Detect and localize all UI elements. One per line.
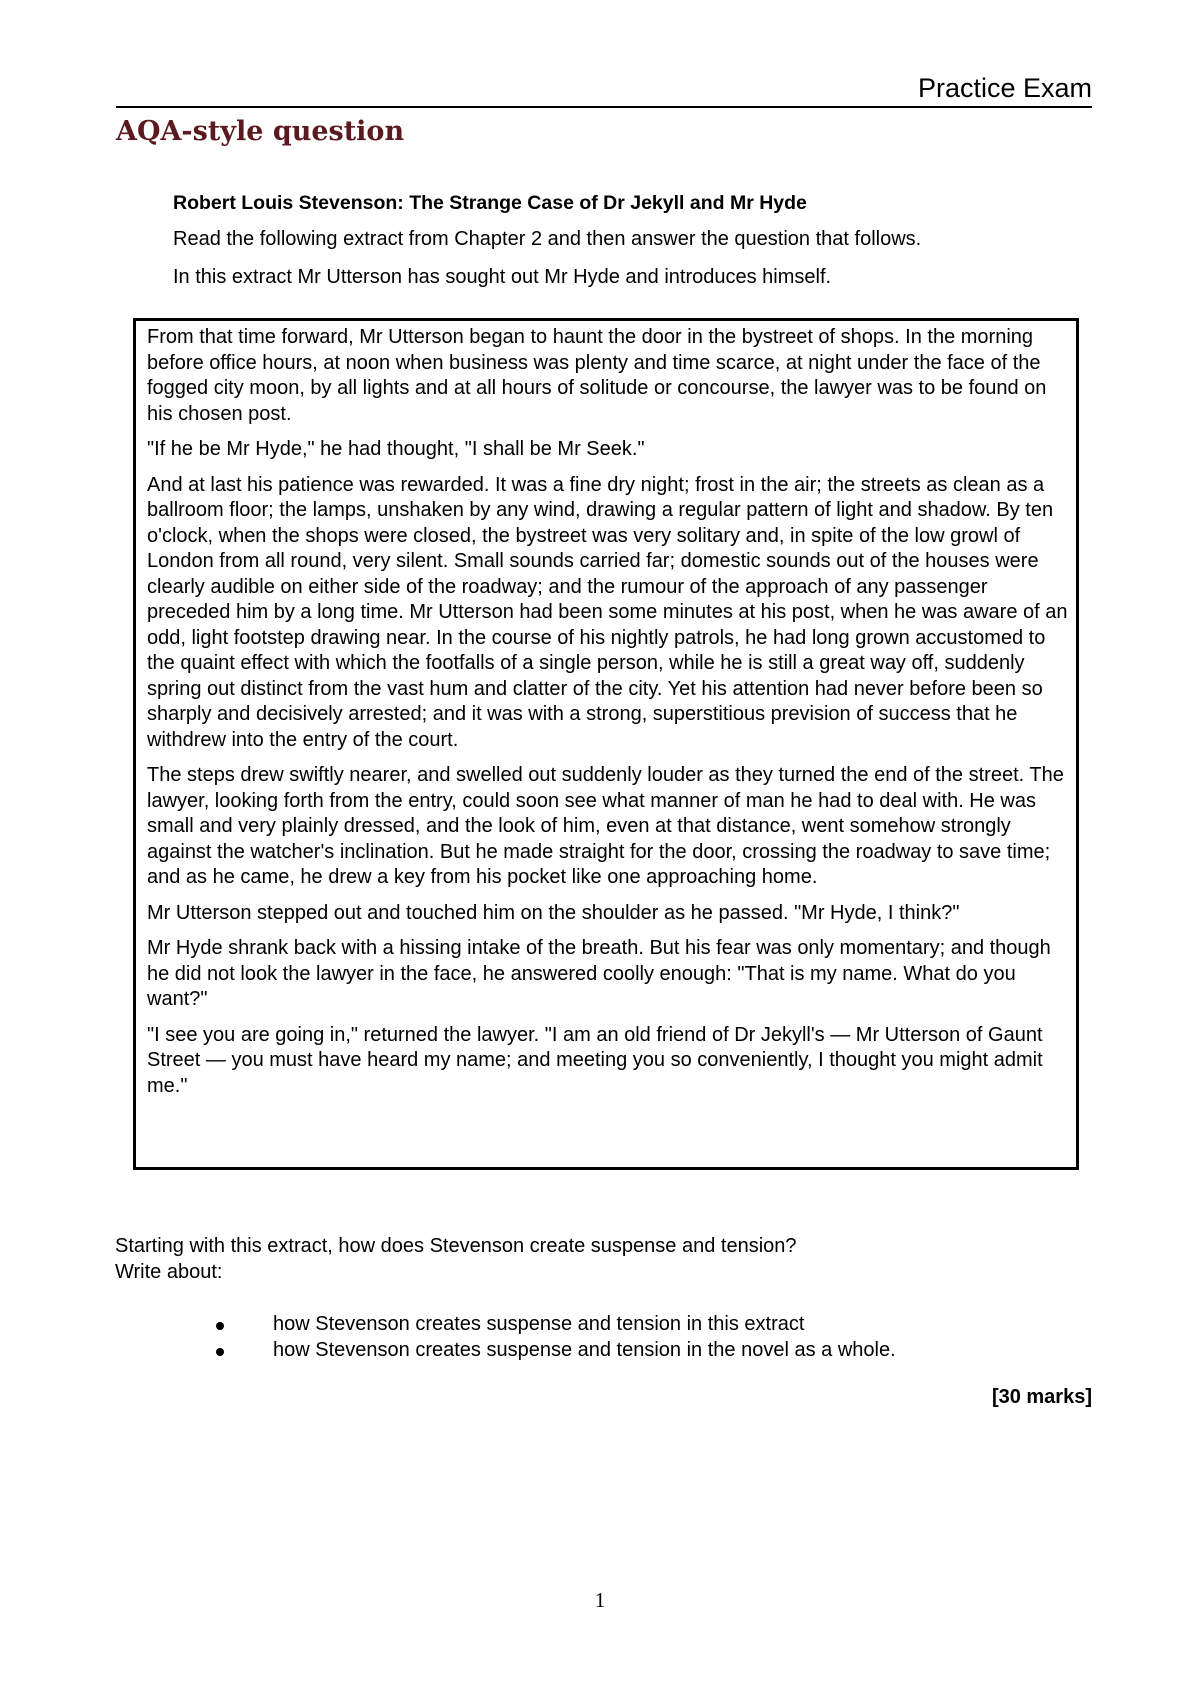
list-item	[216, 1312, 896, 1338]
header-label: Practice Exam	[917, 73, 1092, 103]
page-number: 1	[594, 1588, 606, 1612]
extract-paragraph: Mr Hyde shrank back with a hissing intake of the breath. But his fear was only momentary; and though he did not look the lawyer in the face, he answered coolly enough: "That is my name. What do you want?"	[147, 937, 1051, 1010]
intro-block	[173, 190, 1093, 302]
marks-label: [30 marks]	[991, 1386, 1092, 1408]
question-block	[115, 1234, 1095, 1285]
bullet-icon	[216, 1322, 224, 1330]
extract-paragraph: "I see you are going in," returned the lawyer. "I am an old friend of Dr Jekyll's — Mr Utterson of Gaunt Street — you must have heard my name; and meeting you so conveniently, I thought you might admit me."	[147, 1023, 1043, 1097]
bullet-list	[216, 1312, 896, 1363]
list-item	[216, 1338, 896, 1364]
section-title: AQA-style question	[116, 116, 405, 147]
extract-paragraph: From that time forward, Mr Utterson began to haunt the door in the bystreet of shops. In the morning before office hours, at noon when business was plenty and time scarce, at night under the face of the fogged city moon, by all lights and at all hours of solitude or concourse, the lawyer was to be found on his chosen post.	[147, 326, 1047, 425]
extract-box	[133, 318, 1079, 1170]
write-about-label: Write about:	[115, 1260, 223, 1283]
bullet-icon	[216, 1348, 224, 1356]
book-title: Robert Louis Stevenson: The Strange Case of Dr Jekyll and Mr Hyde	[173, 192, 807, 214]
extract-paragraph: The steps drew swiftly nearer, and swelled out suddenly louder as they turned the end of the street. The lawyer, looking forth from the entry, could soon see what manner of man he had to deal with. He was small and very plainly dressed, and the look of him, even at that distance, went somehow strongly against the watcher's inclination. But he made straight for the door, crossing the roadway to save time; and as he came, he drew a key from his pocket like one approaching home.	[147, 764, 1064, 888]
question-prompt: Starting with this extract, how does Stevenson create suspense and tension?	[115, 1235, 797, 1257]
bullet-text: how Stevenson creates suspense and tension in this extract	[273, 1313, 805, 1335]
header-rule	[116, 106, 1092, 108]
instruction-text: Read the following extract from Chapter 2 and then answer the question that follows.	[173, 228, 922, 250]
extract-paragraph: "If he be Mr Hyde," he had thought, "I shall be Mr Seek."	[147, 438, 645, 460]
extract-paragraph: Mr Utterson stepped out and touched him on the shoulder as he passed. "Mr Hyde, I think?"	[147, 901, 960, 924]
bullet-text: how Stevenson creates suspense and tension in the novel as a whole.	[273, 1338, 896, 1361]
extract-paragraph: And at last his patience was rewarded. It was a fine dry night; frost in the air; the streets as clean as a ballroom floor; the lamps, unshaken by any wind, drawing a regular pattern of light and shadow. By ten o'clock, when the shops were closed, the bystreet was very solitary and, in spite of the low growl of London from all round, very silent. Small sounds carried far; domestic sounds out of the houses were clearly audible on either side of the roadway; and the rumour of the approach of any passenger preceded him by a long time. Mr Utterson had been some minutes at his post, when he was aware of an odd, light footstep drawing near. In the course of his nightly patrols, he had long grown accustomed to the quaint effect with which the footfalls of a single person, while he is still a great way off, suddenly spring out distinct from the vast hum and clatter of the city. Yet his attention had never before been so sharply and decisively arrested; and it was with a strong, superstitious prevision of success that he withdrew into the entry of the court.	[147, 473, 1068, 751]
context-text: In this extract Mr Utterson has sought out Mr Hyde and introduces himself.	[173, 266, 832, 288]
